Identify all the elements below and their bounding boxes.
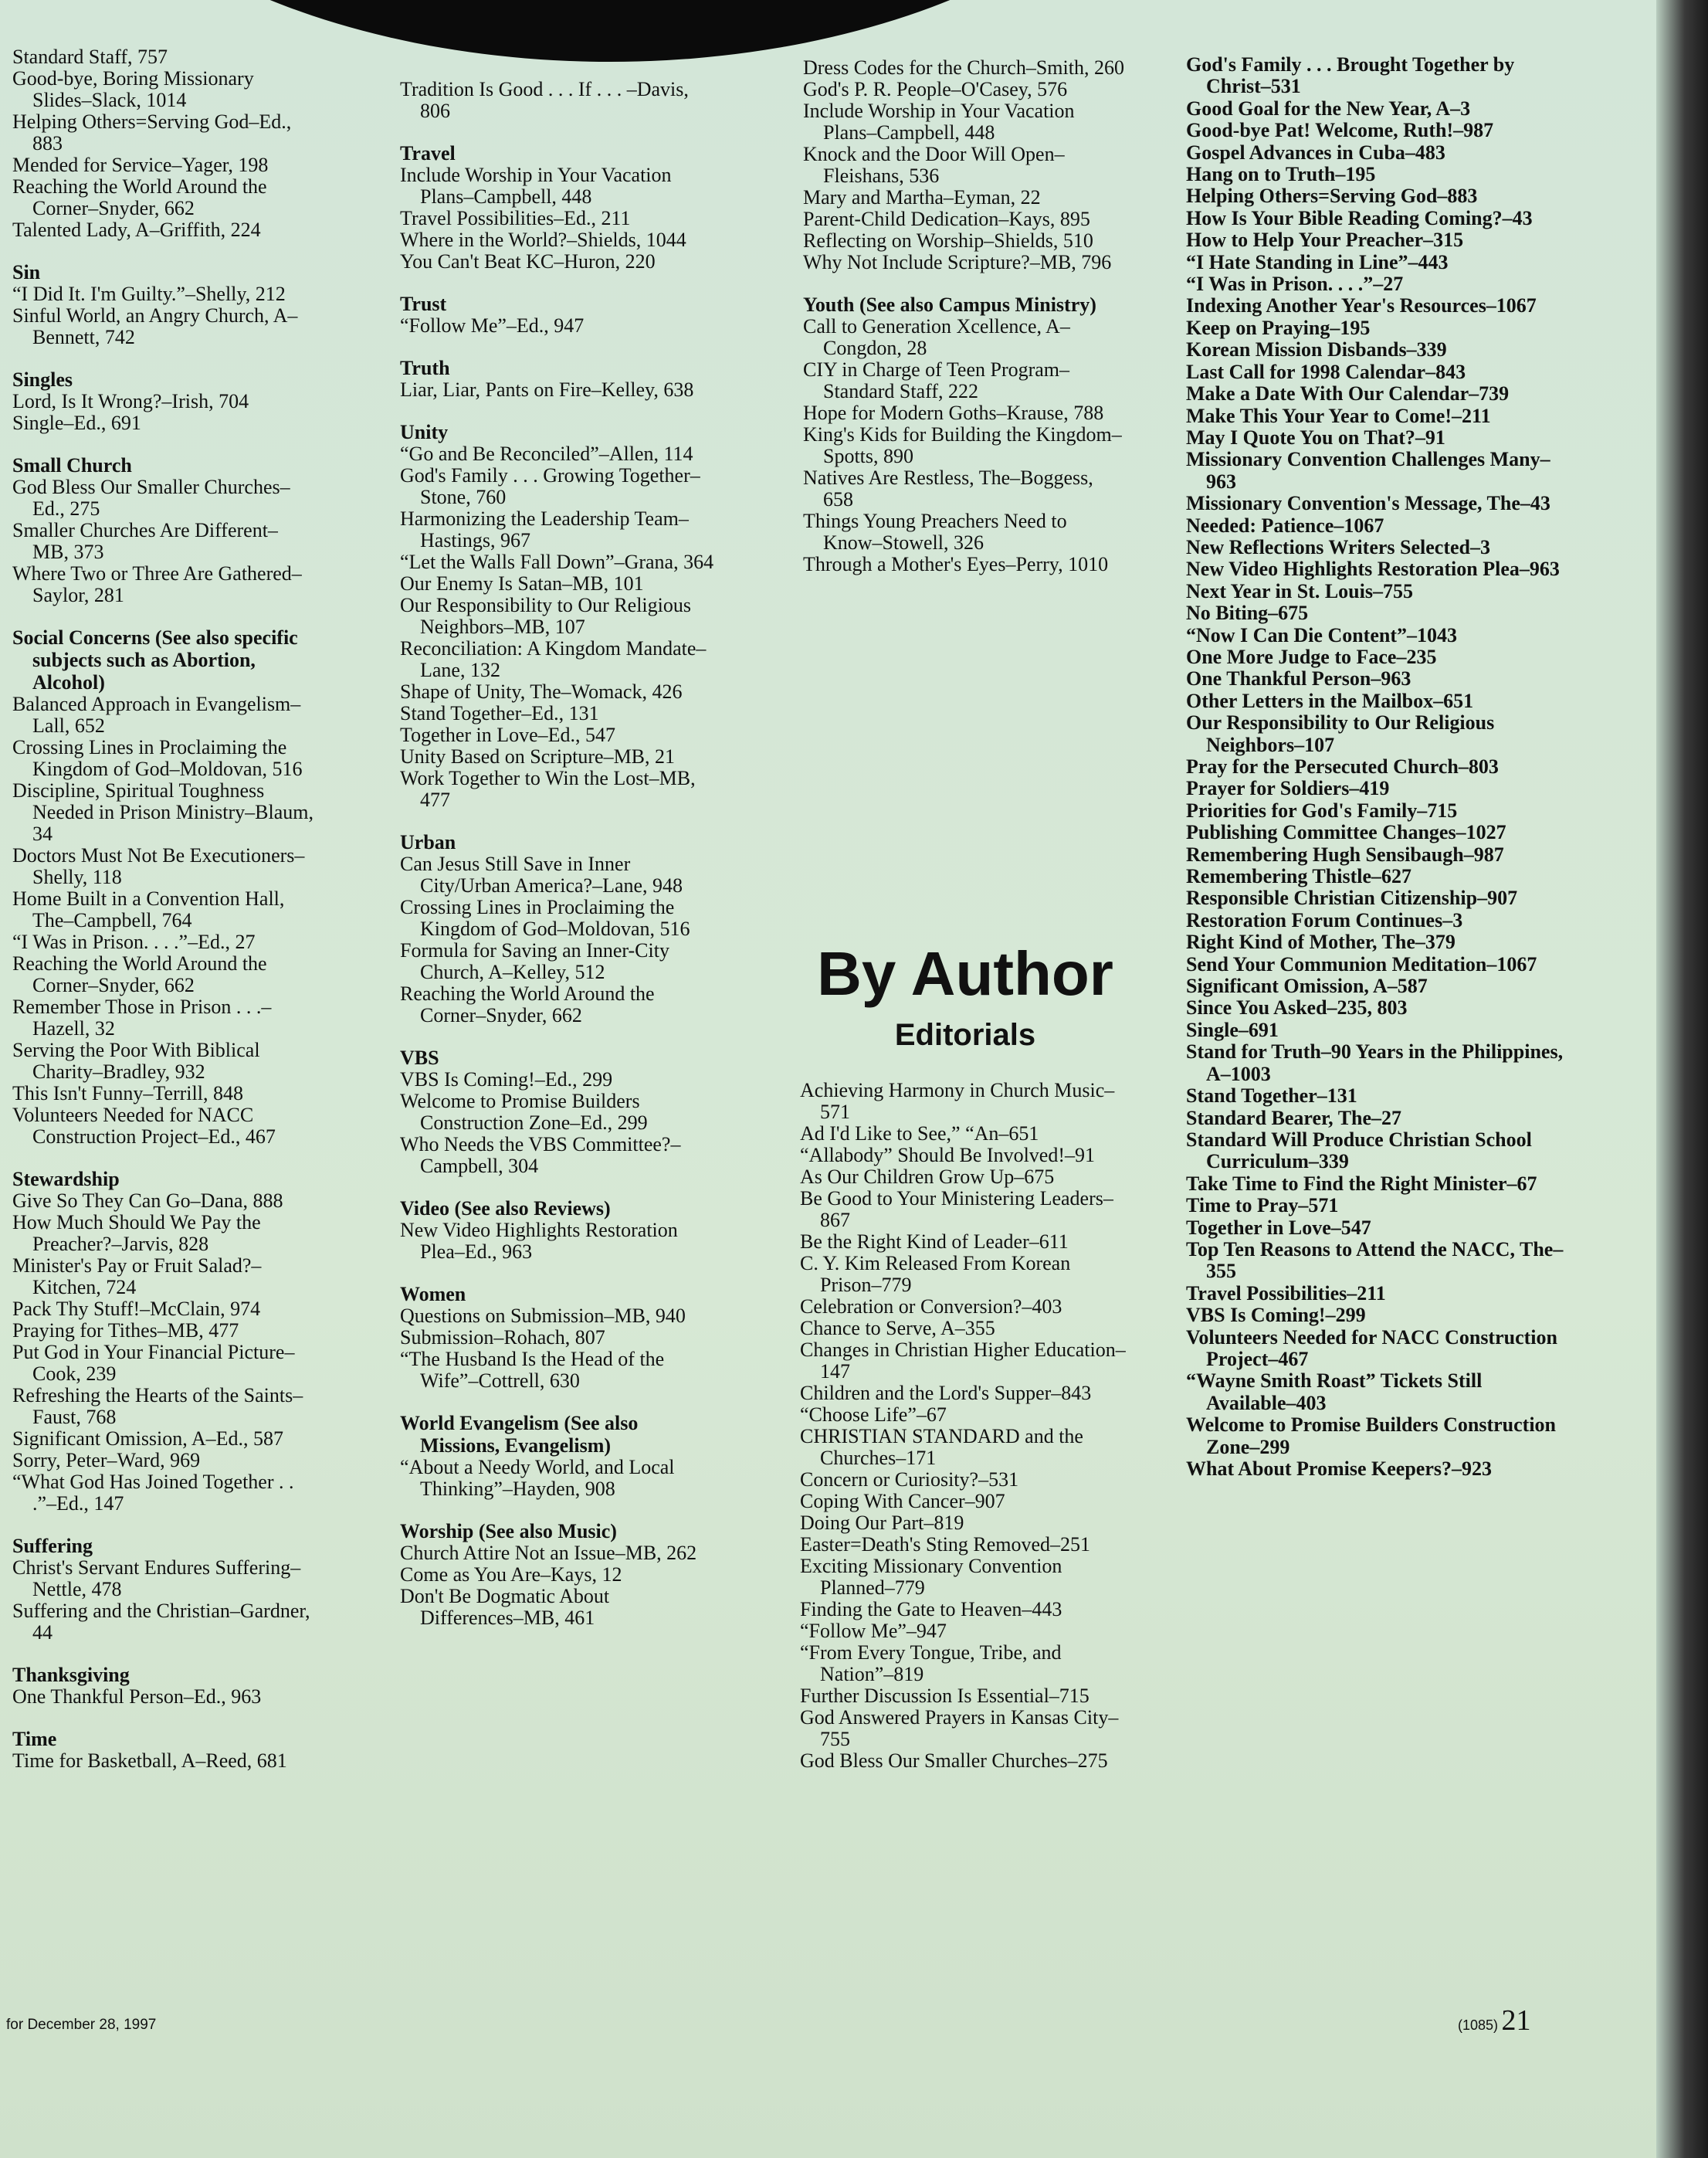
index-entry: Make a Date With Our Calendar–739 (1186, 382, 1510, 405)
index-entry: Can Jesus Still Save in Inner City/Urban America?–Lane, 948 (400, 853, 683, 897)
index-entry: “I Did It. I'm Guilty.”–Shelly, 212 (12, 283, 286, 305)
index-entry: “The Husband Is the Head of the Wife”–Cottrell, 630 (400, 1348, 665, 1392)
index-entry: Put God in Your Financial Picture–Cook, 239 (12, 1341, 295, 1385)
spacer (12, 606, 313, 626)
index-entry: God Bless Our Smaller Churches–Ed., 275 (12, 476, 290, 520)
index-entry: Smaller Churches Are Different–MB, 373 (12, 519, 278, 563)
index-entry: Remembering Hugh Sensibaugh–987 (1186, 843, 1504, 866)
index-entry: Missionary Convention Challenges Many–963 (1186, 448, 1550, 493)
index-entry: Good-bye Pat! Welcome, Ruth!–987 (1186, 119, 1494, 142)
index-entry: Shape of Unity, The–Womack, 426 (400, 680, 683, 703)
editorials-subheading: Editorials (894, 1018, 1036, 1052)
index-entry: Liar, Liar, Pants on Fire–Kelley, 638 (400, 378, 694, 401)
index-entry: “I Hate Standing in Line”–443 (1186, 250, 1449, 273)
index-entry: Significant Omission, A–Ed., 587 (12, 1427, 283, 1450)
subject-heading: Video (See also Reviews) (400, 1197, 611, 1220)
index-entry: Questions on Submission–MB, 940 (400, 1305, 686, 1327)
index-entry: Sinful World, an Angry Church, A–Bennett, 742 (12, 304, 298, 348)
index-entry: Harmonizing the Leadership Team–Hastings, 967 (400, 507, 689, 551)
index-entry: Include Worship in Your Vacation Plans–Campbell, 448 (803, 100, 1075, 144)
index-entry: Needed: Patience–1067 (1186, 514, 1384, 537)
index-entry: “Allabody” Should Be Involved!–91 (800, 1144, 1095, 1166)
index-entry: Reflecting on Worship–Shields, 510 (803, 229, 1093, 252)
index-entry: “What God Has Joined Together . . .”–Ed., 147 (12, 1471, 294, 1515)
index-entry: God's P. R. People–O'Casey, 576 (803, 78, 1068, 100)
index-entry: CIY in Charge of Teen Program–Standard Staff, 222 (803, 358, 1070, 402)
index-entry: As Our Children Grow Up–675 (800, 1166, 1055, 1188)
index-entry: Good-bye, Boring Missionary Slides–Slack, 1014 (12, 67, 254, 111)
index-entry: Concern or Curiosity?–531 (800, 1468, 1019, 1491)
index-entry: Include Worship in Your Vacation Plans–Campbell, 448 (400, 164, 672, 208)
index-entry: “Now I Can Die Content”–1043 (1186, 623, 1457, 646)
index-entry: Single–Ed., 691 (12, 412, 141, 434)
index-entry: “I Was in Prison. . . .”–27 (1186, 273, 1404, 296)
index-entry: Things Young Preachers Need to Know–Stowell, 326 (803, 510, 1067, 554)
index-entry: Responsible Christian Citizenship–907 (1186, 887, 1518, 910)
index-entry: Helping Others=Serving God–Ed., 883 (12, 110, 292, 154)
index-entry: Priorities for God's Family–715 (1186, 799, 1458, 822)
spacer (400, 401, 717, 421)
index-entry: Balanced Approach in Evangelism–Lall, 652 (12, 693, 301, 737)
index-entry: Through a Mother's Eyes–Perry, 1010 (803, 553, 1109, 575)
index-entry: Hang on to Truth–195 (1186, 163, 1376, 186)
index-entry: Minister's Pay or Fruit Salad?–Kitchen, 724 (12, 1254, 262, 1298)
index-entry: This Isn't Funny–Terrill, 848 (12, 1082, 243, 1104)
index-entry: Remembering Thistle–627 (1186, 865, 1411, 888)
index-entry: Exciting Missionary Convention Planned–779 (800, 1555, 1062, 1599)
subject-heading: Sin (12, 261, 41, 283)
subject-heading: Youth (See also Campus Ministry) (803, 294, 1096, 316)
index-entry: Helping Others=Serving God–883 (1186, 185, 1478, 208)
index-entry: Welcome to Promise Builders Construction Zone–299 (1186, 1413, 1557, 1458)
spacer (803, 273, 1127, 294)
index-entry: Home Built in a Convention Hall, The–Campbell, 764 (12, 887, 285, 931)
index-entry: Talented Lady, A–Griffith, 224 (12, 219, 261, 241)
spacer (12, 348, 313, 368)
index-entry: Pray for the Persecuted Church–803 (1186, 755, 1499, 778)
editorials-column (800, 1080, 1132, 1772)
index-entry: Celebration or Conversion?–403 (800, 1295, 1062, 1318)
index-entry: “Go and Be Reconciled”–Allen, 114 (400, 443, 693, 465)
subject-heading: Singles (12, 368, 73, 391)
index-entry: Take Time to Find the Right Minister–67 (1186, 1172, 1537, 1195)
index-entry: Parent-Child Dedication–Kays, 895 (803, 208, 1090, 230)
index-entry: Submission–Rohach, 807 (400, 1326, 605, 1349)
index-entry: C. Y. Kim Released From Korean Prison–779 (800, 1252, 1071, 1296)
index-entry: “Let the Walls Fall Down”–Grana, 364 (400, 551, 714, 573)
index-entry: Travel Possibilities–Ed., 211 (400, 207, 631, 229)
subject-heading: Social Concerns (See also specific subjects such as Abortion, Alcohol) (12, 626, 298, 694)
subject-heading: VBS (400, 1047, 439, 1069)
index-entry: How Is Your Bible Reading Coming?–43 (1186, 206, 1533, 229)
index-entry: Time for Basketball, A–Reed, 681 (12, 1749, 287, 1772)
spacer (12, 1708, 313, 1728)
page-code: (1085) (1458, 2017, 1499, 2033)
index-entry: Coping With Cancer–907 (800, 1490, 1005, 1512)
index-entry: Lord, Is It Wrong?–Irish, 704 (12, 390, 249, 412)
index-entry: God's Family . . . Growing Together–Stone, 760 (400, 464, 700, 508)
index-entry: God Answered Prayers in Kansas City–755 (800, 1706, 1119, 1750)
index-entry: New Video Highlights Restoration Plea–Ed., 963 (400, 1219, 678, 1263)
index-entry: Hope for Modern Goths–Krause, 788 (803, 402, 1104, 424)
index-entry: Chance to Serve, A–355 (800, 1317, 995, 1339)
subject-heading: Time (12, 1728, 57, 1750)
index-entry: Stand Together–Ed., 131 (400, 702, 599, 724)
index-entry: Korean Mission Disbands–339 (1186, 338, 1447, 361)
index-entry: One Thankful Person–963 (1186, 667, 1411, 690)
subject-heading: Small Church (12, 454, 132, 477)
index-entry: Our Responsibility to Our Religious Neighbors–107 (1186, 711, 1495, 756)
spacer (400, 1500, 717, 1520)
spacer (400, 811, 717, 831)
index-entry: Doctors Must Not Be Executioners–Shelly, 118 (12, 844, 305, 888)
index-entry: Welcome to Promise Builders Construction Zone–Ed., 299 (400, 1090, 648, 1134)
index-entry: Church Attire Not an Issue–MB, 262 (400, 1542, 697, 1564)
index-entry: Last Call for 1998 Calendar–843 (1186, 360, 1466, 383)
index-entry: Stand Together–131 (1186, 1084, 1357, 1108)
page-edge-shadow (1656, 0, 1708, 2158)
subject-heading: Suffering (12, 1535, 93, 1557)
index-entry: VBS Is Coming!–299 (1186, 1304, 1366, 1327)
index-entry: How to Help Your Preacher–315 (1186, 229, 1464, 252)
index-entry: King's Kids for Building the Kingdom–Spotts, 890 (803, 423, 1122, 467)
index-entry: Top Ten Reasons to Attend the NACC, The–355 (1186, 1237, 1564, 1283)
by-author-heading: By Author (817, 939, 1113, 1008)
page-number-value: 21 (1501, 2004, 1531, 2037)
index-entry: Mended for Service–Yager, 198 (12, 154, 269, 176)
index-entry: No Biting–675 (1186, 602, 1309, 625)
spacer (400, 1026, 717, 1047)
index-entry: New Reflections Writers Selected–3 (1186, 535, 1490, 558)
index-entry: Don't Be Dogmatic About Differences–MB, 461 (400, 1585, 610, 1629)
index-column-2 (400, 79, 717, 1629)
index-entry: Publishing Committee Changes–1027 (1186, 821, 1506, 844)
subject-heading: Trust (400, 293, 447, 315)
index-entry: Good Goal for the New Year, A–3 (1186, 97, 1471, 120)
index-entry: One More Judge to Face–235 (1186, 645, 1437, 668)
index-entry: Keep on Praying–195 (1186, 316, 1371, 339)
index-entry: Crossing Lines in Proclaiming the Kingdom of God–Moldovan, 516 (400, 896, 690, 940)
spacer (12, 241, 313, 261)
index-entry: Finding the Gate to Heaven–443 (800, 1598, 1062, 1620)
index-entry: Make This Your Year to Come!–211 (1186, 404, 1491, 427)
index-entry: Our Responsibility to Our Religious Neighbors–MB, 107 (400, 594, 691, 638)
index-entry: Other Letters in the Mailbox–651 (1186, 689, 1474, 712)
index-entry: Christ's Servant Endures Suffering–Nettle, 478 (12, 1556, 301, 1600)
subject-heading: Truth (400, 357, 450, 379)
index-entry: One Thankful Person–Ed., 963 (12, 1685, 262, 1708)
spacer (12, 1148, 313, 1168)
index-entry: Together in Love–547 (1186, 1216, 1371, 1239)
index-entry: Refreshing the Hearts of the Saints–Faust, 768 (12, 1384, 303, 1428)
index-entry: “Follow Me”–Ed., 947 (400, 314, 585, 337)
spacer (12, 434, 313, 454)
index-entry: Missionary Convention's Message, The–43 (1186, 492, 1550, 515)
subject-heading: Travel (400, 142, 456, 165)
index-entry: Tradition Is Good . . . If . . . –Davis, 806 (400, 78, 689, 122)
spacer (400, 122, 717, 142)
index-entry: Restoration Forum Continues–3 (1186, 908, 1463, 931)
index-entry: Changes in Christian Higher Education–147 (800, 1339, 1126, 1383)
index-entry: Call to Generation Xcellence, A–Congdon, 28 (803, 315, 1070, 359)
index-entry: Reaching the World Around the Corner–Snyder, 662 (400, 982, 655, 1026)
subject-heading: Worship (See also Music) (400, 1520, 617, 1542)
index-entry: Since You Asked–235, 803 (1186, 996, 1408, 1020)
index-entry: Give So They Can Go–Dana, 888 (12, 1189, 283, 1212)
index-entry: Why Not Include Scripture?–MB, 796 (803, 251, 1112, 273)
index-entry: Stand for Truth–90 Years in the Philippines, A–1003 (1186, 1040, 1564, 1085)
spacer (12, 1515, 313, 1535)
spacer (400, 1177, 717, 1197)
index-entry: Volunteers Needed for NACC Construction Project–467 (1186, 1325, 1557, 1370)
index-entry: “Wayne Smith Roast” Tickets Still Available–403 (1186, 1369, 1483, 1414)
index-entry: Easter=Death's Sting Removed–251 (800, 1533, 1091, 1556)
index-entry: Work Together to Win the Lost–MB, 477 (400, 767, 696, 811)
index-entry: Time to Pray–571 (1186, 1194, 1339, 1217)
index-entry: Volunteers Needed for NACC Construction Project–Ed., 467 (12, 1104, 276, 1148)
index-entry: Indexing Another Year's Resources–1067 (1186, 294, 1537, 317)
index-entry: VBS Is Coming!–Ed., 299 (400, 1068, 613, 1091)
index-entry: “From Every Tongue, Tribe, and Nation”–819 (800, 1641, 1062, 1685)
index-entry: Doing Our Part–819 (800, 1512, 964, 1534)
index-entry: Who Needs the VBS Committee?–Campbell, 304 (400, 1133, 681, 1177)
index-column-3 (803, 57, 1127, 575)
index-entry: Where in the World?–Shields, 1044 (400, 229, 686, 251)
index-entry: Prayer for Soldiers–419 (1186, 777, 1390, 800)
index-entry: “Choose Life”–67 (800, 1403, 947, 1426)
index-entry: Gospel Advances in Cuba–483 (1186, 141, 1445, 164)
index-entry: Significant Omission, A–587 (1186, 975, 1428, 998)
spacer (400, 273, 717, 293)
index-entry: Crossing Lines in Proclaiming the Kingdom of God–Moldovan, 516 (12, 736, 303, 780)
index-entry: Reconciliation: A Kingdom Mandate–Lane, 132 (400, 637, 707, 681)
subject-heading: Unity (400, 421, 449, 443)
index-entry: Dress Codes for the Church–Smith, 260 (803, 56, 1124, 79)
subject-heading: Urban (400, 831, 456, 853)
index-entry: New Video Highlights Restoration Plea–963 (1186, 558, 1560, 581)
index-entry: Praying for Tithes–MB, 477 (12, 1319, 239, 1342)
index-entry: Right Kind of Mother, The–379 (1186, 931, 1456, 954)
index-entry: Discipline, Spiritual Toughness Needed in Prison Ministry–Blaum, 34 (12, 779, 313, 845)
index-entry: Children and the Lord's Supper–843 (800, 1382, 1092, 1404)
index-column-4 (1186, 54, 1572, 1480)
index-entry: Standard Staff, 757 (12, 46, 168, 68)
spacer (400, 337, 717, 357)
index-entry: Be Good to Your Ministering Leaders–867 (800, 1187, 1113, 1231)
index-entry: Formula for Saving an Inner-City Church, A–Kelley, 512 (400, 939, 669, 983)
index-entry: Further Discussion Is Essential–715 (800, 1685, 1090, 1707)
index-entry: Single–691 (1186, 1018, 1279, 1041)
subject-heading: Stewardship (12, 1168, 120, 1190)
index-entry: “I Was in Prison. . . .”–Ed., 27 (12, 931, 256, 953)
index-entry: “About a Needy World, and Local Thinking”–Hayden, 908 (400, 1456, 675, 1500)
subject-heading: Thanksgiving (12, 1664, 130, 1686)
index-entry: Sorry, Peter–Ward, 969 (12, 1449, 201, 1471)
index-entry: Mary and Martha–Eyman, 22 (803, 186, 1041, 209)
index-entry: Reaching the World Around the Corner–Snyder, 662 (12, 952, 267, 996)
page-number (1458, 2004, 1530, 2038)
index-entry: Come as You Are–Kays, 12 (400, 1563, 622, 1586)
index-entry: CHRISTIAN STANDARD and the Churches–171 (800, 1425, 1083, 1469)
index-entry: “Follow Me”–947 (800, 1620, 947, 1642)
index-entry: What About Promise Keepers?–923 (1186, 1457, 1492, 1480)
index-entry: Our Enemy Is Satan–MB, 101 (400, 572, 644, 595)
index-entry: Knock and the Door Will Open–Fleishans, 536 (803, 143, 1065, 187)
index-entry: Standard Will Produce Christian School Curriculum–339 (1186, 1128, 1532, 1173)
index-entry: Be the Right Kind of Leader–611 (800, 1230, 1069, 1253)
index-entry: Natives Are Restless, The–Boggess, 658 (803, 467, 1093, 511)
subject-heading: World Evangelism (See also Missions, Evangelism) (400, 1412, 639, 1457)
index-entry: Suffering and the Christian–Gardner, 44 (12, 1600, 310, 1644)
index-entry: Standard Bearer, The–27 (1186, 1106, 1402, 1129)
index-entry: God Bless Our Smaller Churches–275 (800, 1749, 1108, 1772)
index-entry: Achieving Harmony in Church Music–571 (800, 1079, 1115, 1123)
index-entry: Unity Based on Scripture–MB, 21 (400, 745, 676, 768)
issue-date: for December 28, 1997 (6, 2017, 157, 2033)
index-entry: Remember Those in Prison . . .–Hazell, 32 (12, 996, 272, 1040)
subject-heading: Women (400, 1283, 466, 1305)
index-entry: Where Two or Three Are Gathered–Saylor, 281 (12, 562, 302, 606)
index-entry: Ad I'd Like to See,” “An–651 (800, 1122, 1039, 1145)
index-column-1 (12, 46, 313, 1772)
index-entry: God's Family . . . Brought Together by Christ–531 (1186, 53, 1515, 98)
index-entry: Together in Love–Ed., 547 (400, 724, 616, 746)
index-entry: Next Year in St. Louis–755 (1186, 579, 1413, 602)
spacer (400, 1392, 717, 1412)
index-entry: Travel Possibilities–211 (1186, 1281, 1386, 1305)
spacer (12, 1644, 313, 1664)
index-entry: Serving the Poor With Biblical Charity–Bradley, 932 (12, 1039, 260, 1083)
spacer (400, 1263, 717, 1283)
index-entry: Send Your Communion Meditation–1067 (1186, 952, 1537, 976)
index-entry: Reaching the World Around the Corner–Snyder, 662 (12, 175, 267, 219)
index-entry: Pack Thy Stuff!–McClain, 974 (12, 1298, 261, 1320)
index-entry: May I Quote You on That?–91 (1186, 426, 1445, 449)
index-entry: You Can't Beat KC–Huron, 220 (400, 250, 656, 273)
index-entry: How Much Should We Pay the Preacher?–Jarvis, 828 (12, 1211, 261, 1255)
